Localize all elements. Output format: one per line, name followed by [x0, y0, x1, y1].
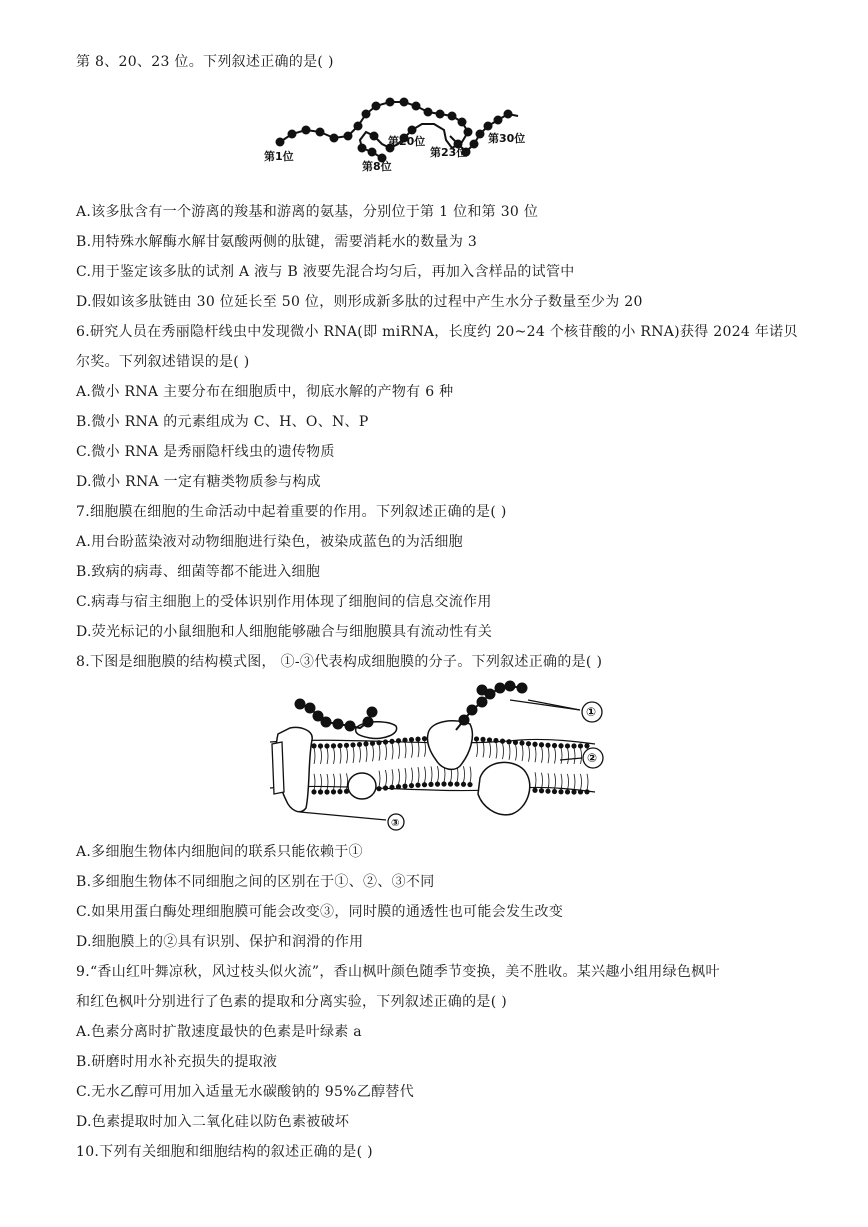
text-line: B.微小 RNA 的元素组成为 C、H、O、N、P	[76, 414, 369, 430]
lipid-head	[337, 743, 342, 748]
lipid-head	[532, 788, 537, 793]
lipid-tail	[470, 767, 471, 783]
lipid-tail	[548, 747, 549, 763]
peptide-beads	[280, 102, 518, 158]
lipid-tail	[496, 743, 497, 759]
channel-protein	[427, 721, 472, 770]
text-line: 8.下图是细胞膜的结构模式图， ①-③代表构成细胞膜的分子。下列叙述正确的是( )	[76, 654, 603, 670]
text-line: 7.细胞膜在细胞的生命活动中起着重要的作用。下列叙述正确的是( )	[76, 504, 507, 520]
text-line: D.细胞膜上的②具有识别、保护和润滑的作用	[76, 934, 364, 950]
lipid-tail	[347, 747, 348, 763]
polypeptide-chain-figure	[262, 92, 542, 182]
lipid-head	[539, 742, 544, 747]
text-line: D.荧光标记的小鼠细胞和人细胞能够融合与细胞膜具有流动性有关	[76, 624, 493, 640]
lipid-head	[519, 740, 524, 745]
lipid-tail	[340, 774, 341, 790]
lipid-head	[402, 738, 407, 743]
lipid-head	[363, 741, 368, 746]
lipid-head	[383, 739, 388, 744]
lipid-tail	[477, 741, 478, 757]
lipid-head	[422, 782, 427, 787]
lipid-head	[552, 789, 557, 794]
lipid-head	[571, 789, 576, 794]
lipid-head	[409, 737, 414, 742]
text-line: C.微小 RNA 是秀丽隐杆线虫的遗传物质	[76, 444, 335, 460]
lipid-head	[428, 782, 433, 787]
lipid-head	[584, 789, 589, 794]
lipid-tail	[568, 748, 569, 764]
lipid-head	[565, 743, 570, 748]
label-pos-20: 第20位	[388, 135, 426, 148]
text-line: D.假如该多肽链由 30 位延长至 50 位，则形成新多肽的过程中产生水分子数量至少为 20	[76, 294, 643, 310]
lipid-tail	[418, 767, 419, 783]
lipid-tail	[386, 770, 387, 786]
label-3: ③	[391, 818, 400, 829]
text-line: A.该多肽含有一个游离的羧基和游离的氨基，分别位于第 1 位和第 30 位	[76, 204, 539, 220]
lipid-tail	[581, 774, 582, 790]
text-line: 6.研究人员在秀丽隐杆线虫中发现微小 RNA(即 miRNA，长度约 20~24 个核苷酸的小 RNA)获得 2024 年诺贝	[76, 324, 798, 340]
lipid-tail	[340, 748, 341, 764]
lipid-head	[357, 742, 362, 747]
label-pos-30: 第30位	[488, 132, 526, 145]
text-line: A.用台盼蓝染液对动物细胞进行染色，被染成蓝色的为活细胞	[76, 534, 463, 550]
lipid-head	[571, 743, 576, 748]
lipid-head	[376, 740, 381, 745]
lipid-tail	[522, 745, 523, 761]
lipid-head	[396, 784, 401, 789]
lipid-head	[578, 743, 583, 748]
lipid-head	[513, 740, 518, 745]
lipid-head	[461, 782, 466, 787]
lipid-tail	[542, 747, 543, 763]
lipid-tail	[399, 743, 400, 759]
text-line: C.如果用蛋白酶处理细胞膜可能会改变③，同时膜的通透性也可能会发生改变	[76, 904, 564, 920]
lipid-tail	[542, 773, 543, 789]
text-line: 和红色枫叶分别进行了色素的提取和分离实验，下列叙述正确的是( )	[76, 994, 507, 1010]
lipid-tail	[464, 766, 465, 782]
text-line: 尔奖。下列叙述错误的是( )	[76, 354, 250, 370]
lipid-head	[532, 742, 537, 747]
text-line: A.色素分离时扩散速度最快的色素是叶绿素 a	[76, 1024, 362, 1040]
text-line: 10.下列有关细胞和细胞结构的叙述正确的是( )	[76, 1144, 373, 1160]
text-line: A.多细胞生物体内细胞间的联系只能依赖于①	[76, 844, 363, 860]
lipid-head	[441, 781, 446, 786]
lipid-tail	[548, 773, 549, 789]
text-line: 第 8、20、23 位。下列叙述正确的是( )	[76, 54, 334, 70]
lipid-head	[344, 743, 349, 748]
lipid-tail	[535, 746, 536, 762]
lipid-head	[454, 781, 459, 786]
label-pos-1: 第1位	[264, 150, 294, 163]
lipid-tail	[431, 766, 432, 782]
lipid-tail	[561, 774, 562, 790]
embedded-protein-small	[348, 773, 376, 799]
label-1: ①	[586, 705, 597, 719]
text-line: B.多细胞生物体不同细胞之间的区别在于①、②、③不同	[76, 874, 435, 890]
lipid-head	[500, 739, 505, 744]
text-line: B.用特殊水解酶水解甘氨酸两侧的肽键，需要消耗水的数量为 3	[76, 234, 478, 250]
lipid-head	[350, 742, 355, 747]
lipid-head	[487, 737, 492, 742]
lipid-tail	[587, 774, 588, 790]
lipid-tail	[425, 741, 426, 757]
lipid-head	[415, 737, 420, 742]
lipid-head	[396, 738, 401, 743]
lipid-head	[331, 743, 336, 748]
lipid-tail	[574, 748, 575, 764]
text-line: 9.“香山红叶舞凉秋，风过枝头似火流”，香山枫叶颜色随季节变换，美不胜收。某兴趣小组用绿色枫叶	[76, 964, 720, 980]
lipid-tail	[516, 744, 517, 760]
lipid-head	[558, 789, 563, 794]
cell-membrane-figure	[260, 680, 610, 840]
embedded-protein-large	[478, 762, 530, 814]
lipid-head	[448, 781, 453, 786]
lipid-tail	[399, 769, 400, 785]
lipid-tail	[386, 744, 387, 760]
text-line: C.病毒与宿主细胞上的受体识别作用体现了细胞间的信息交流作用	[76, 594, 492, 610]
lipid-tail	[568, 774, 569, 790]
lipid-tail	[555, 774, 556, 790]
lipid-tail	[392, 743, 393, 759]
text-line: B.研磨时用水补充损失的提取液	[76, 1054, 278, 1070]
lipid-tail	[379, 771, 380, 787]
lipid-tail	[314, 774, 315, 790]
text-line: C.用于鉴定该多肽的试剂 A 液与 B 液要先混合均匀后，再加入含样品的试管中	[76, 264, 575, 280]
lipid-tail	[327, 748, 328, 764]
lipid-tail	[373, 745, 374, 761]
lipid-head	[415, 783, 420, 788]
lipid-tail	[405, 768, 406, 784]
lipid-tail	[321, 774, 322, 790]
lipid-head	[578, 789, 583, 794]
lipid-head	[552, 743, 557, 748]
lipid-head	[558, 743, 563, 748]
lipid-tail	[490, 742, 491, 758]
sugar-chain-left	[296, 700, 377, 731]
lipid-head	[493, 738, 498, 743]
text-line: D.微小 RNA 一定有糖类物质参与构成	[76, 474, 321, 490]
lipid-tail	[334, 748, 335, 764]
lipid-tail	[483, 741, 484, 757]
lipid-head	[318, 743, 323, 748]
lipid-tail	[555, 748, 556, 764]
lipid-head	[389, 785, 394, 790]
lipid-tail	[438, 766, 439, 782]
lipid-head	[545, 743, 550, 748]
sugar-chain-right	[456, 682, 527, 731]
lipid-tail	[405, 742, 406, 758]
label-pos-23: 第23位	[430, 146, 468, 159]
protein-left-detail	[272, 742, 284, 794]
lipid-tail	[412, 768, 413, 784]
lipid-head	[506, 739, 511, 744]
lipid-tail	[314, 748, 315, 764]
lipid-head	[370, 741, 375, 746]
lipid-head	[474, 736, 479, 741]
lipid-tail	[334, 774, 335, 790]
text-line: A.微小 RNA 主要分布在细胞质中，彻底水解的产物有 6 种	[76, 384, 454, 400]
lipid-head	[467, 782, 472, 787]
text-line: B.致病的病毒、细菌等都不能进入细胞	[76, 564, 321, 580]
lipid-tail	[392, 769, 393, 785]
peripheral-protein-1	[356, 722, 397, 739]
label-2: ②	[587, 751, 598, 765]
lipid-tail	[418, 741, 419, 757]
text-line: D.色素提取时加入二氧化硅以防色素被破坏	[76, 1114, 350, 1130]
lipid-tail	[321, 748, 322, 764]
lipid-head	[422, 736, 427, 741]
lipid-tail	[581, 748, 582, 764]
lipid-head	[584, 743, 589, 748]
lipid-head	[383, 785, 388, 790]
lipid-tail	[353, 747, 354, 763]
lipid-head	[402, 784, 407, 789]
lipid-head	[331, 789, 336, 794]
label-pos-8: 第8位	[362, 160, 392, 173]
lipid-tail	[535, 772, 536, 788]
lipid-head	[389, 739, 394, 744]
lipid-head	[539, 788, 544, 793]
lipid-tail	[574, 774, 575, 790]
lipid-tail	[561, 748, 562, 764]
lipid-tail	[412, 742, 413, 758]
lipid-head	[318, 789, 323, 794]
lipid-tail	[503, 743, 504, 759]
lipid-head	[311, 743, 316, 748]
lipid-head	[526, 741, 531, 746]
lipid-head	[545, 789, 550, 794]
lipid-head	[376, 786, 381, 791]
lipid-tail	[425, 767, 426, 783]
lipid-head	[409, 783, 414, 788]
lipid-head	[565, 789, 570, 794]
lipid-tail	[509, 744, 510, 760]
lipid-tail	[379, 745, 380, 761]
text-line: C.无水乙醇可用加入适量无水碳酸钠的 95%乙醇替代	[76, 1084, 415, 1100]
lipid-head	[324, 743, 329, 748]
lipid-tail	[366, 746, 367, 762]
lipid-head	[337, 789, 342, 794]
lipid-head	[324, 789, 329, 794]
lipid-tail	[360, 746, 361, 762]
lipid-head	[480, 737, 485, 742]
lipid-head	[311, 789, 316, 794]
lipid-tail	[327, 774, 328, 790]
lipid-head	[435, 782, 440, 787]
lipid-tail	[529, 746, 530, 762]
